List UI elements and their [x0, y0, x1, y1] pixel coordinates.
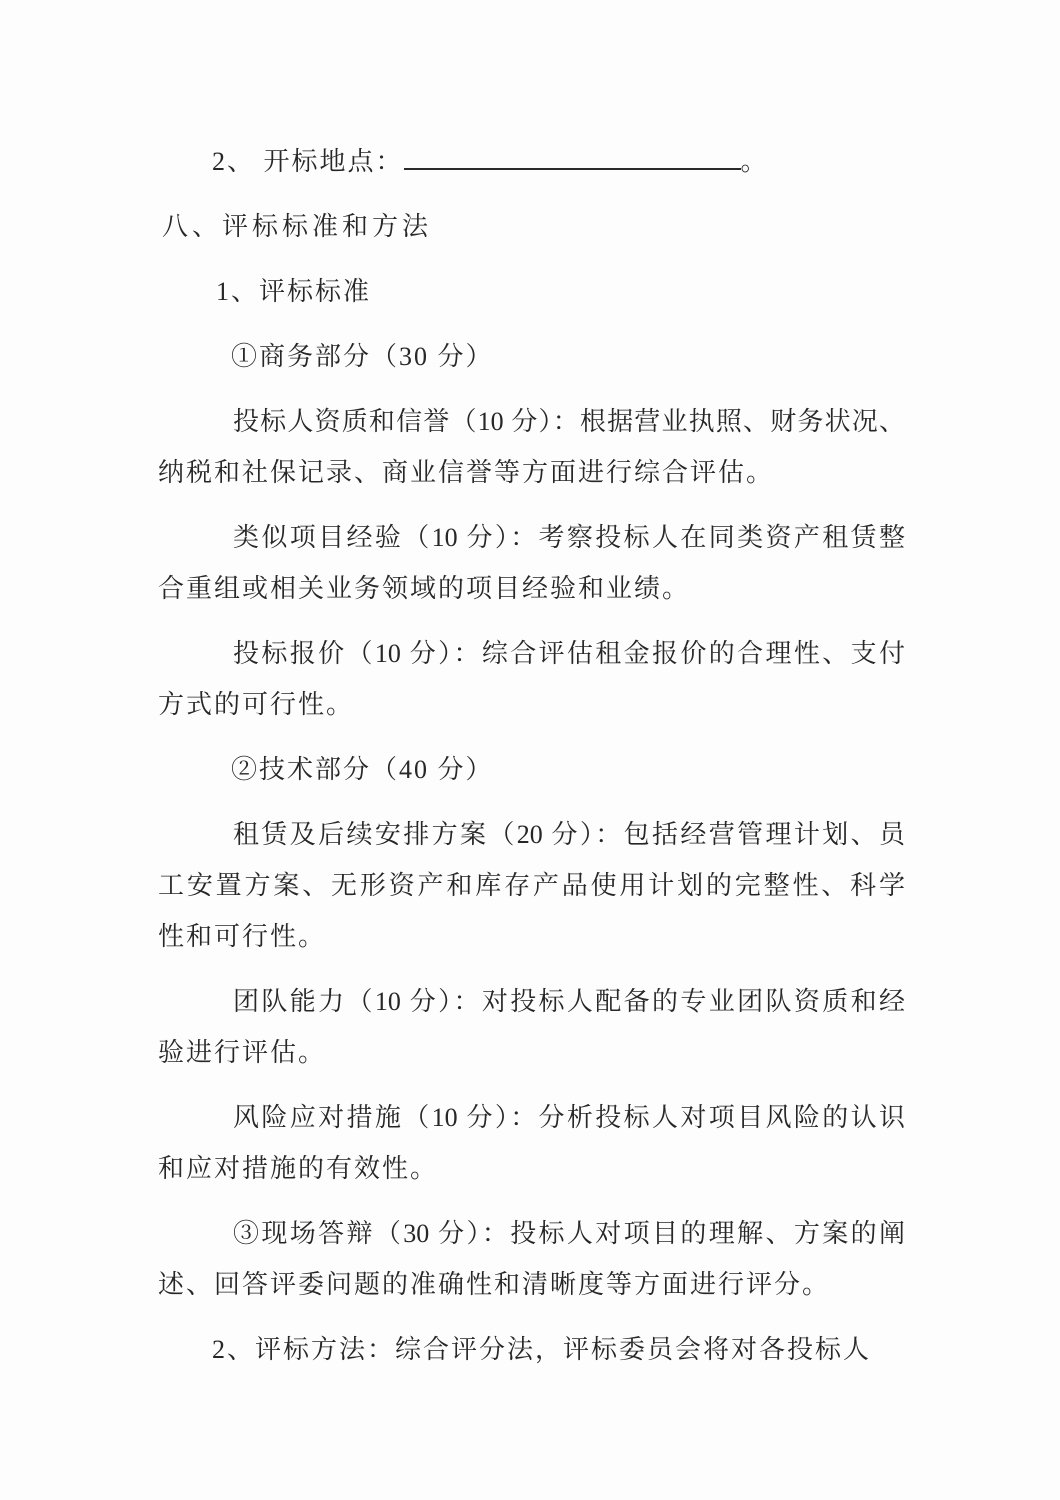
section-heading-evaluation-criteria-and-methods — [158, 201, 905, 252]
text-line — [158, 744, 905, 795]
text-segment: 和应对措施的有效性。 — [158, 1154, 439, 1183]
text-segment: 团队能力（10 分）：对投标人配备的专业团队资质和经 — [233, 987, 905, 1016]
text-line — [158, 331, 905, 382]
text-line — [158, 628, 905, 679]
part-3-onsite-defense — [158, 1208, 905, 1310]
text-line — [158, 1027, 905, 1078]
subheading-evaluation-criteria — [158, 266, 905, 317]
text-segment: 合重组或相关业务领域的项目经验和业绩。 — [158, 574, 691, 603]
item-bid-opening-location — [158, 136, 905, 187]
text-line — [158, 976, 905, 1027]
text-line — [158, 1208, 905, 1259]
text-segment: 类似项目经验（10 分）：考察投标人在同类资产租赁整 — [233, 523, 905, 552]
text-line — [158, 1259, 905, 1310]
document-body — [158, 136, 905, 1389]
text-line — [158, 809, 905, 860]
text-segment: 八、评标标准和方法 — [162, 212, 433, 241]
text-line — [158, 563, 905, 614]
fill-in-blank-underline — [404, 168, 741, 170]
text-line — [158, 1324, 905, 1375]
subheading-evaluation-method — [158, 1324, 905, 1375]
text-segment: 投标人资质和信誉（10 分）：根据营业执照、财务状况、 — [233, 407, 905, 436]
text-line — [158, 512, 905, 563]
text-segment: 风险应对措施（10 分）：分析投标人对项目风险的认识 — [233, 1103, 905, 1132]
text-line — [158, 447, 905, 498]
text-segment: 工安置方案、无形资产和库存产品使用计划的完整性、科学 — [158, 871, 905, 900]
criterion-bidder-qualification-and-reputation — [158, 396, 905, 498]
text-line — [158, 860, 905, 911]
criterion-leasing-and-follow-up-plan — [158, 809, 905, 962]
text-line — [158, 1143, 905, 1194]
text-line — [158, 911, 905, 962]
text-segment: 纳税和社保记录、商业信誉等方面进行综合评估。 — [158, 458, 775, 487]
text-line — [158, 266, 905, 317]
text-segment: ①商务部分（30 分） — [231, 342, 494, 371]
text-segment: 投标报价（10 分）：综合评估租金报价的合理性、支付 — [233, 639, 905, 668]
text-line — [158, 679, 905, 730]
text-segment: 方式的可行性。 — [158, 690, 355, 719]
criterion-similar-project-experience — [158, 512, 905, 614]
text-segment: 2、 开标地点： — [212, 147, 404, 176]
text-segment: 述、回答评委问题的准确性和清晰度等方面进行评分。 — [158, 1270, 831, 1299]
text-segment: ②技术部分（40 分） — [231, 755, 494, 784]
part-2-technical-section — [158, 744, 905, 795]
text-segment: 1、评标标准 — [216, 277, 372, 306]
text-line — [158, 201, 905, 252]
text-segment: 租赁及后续安排方案（20 分）：包括经营管理计划、员 — [233, 820, 905, 849]
text-line — [158, 1092, 905, 1143]
text-segment: 验进行评估。 — [158, 1038, 327, 1067]
text-segment: 性和可行性。 — [158, 922, 327, 951]
text-line — [158, 136, 905, 187]
part-1-business-section — [158, 331, 905, 382]
text-segment: 2、评标方法：综合评分法，评标委员会将对各投标人 — [212, 1335, 872, 1364]
text-segment: ③现场答辩（30 分）：投标人对项目的理解、方案的阐 — [233, 1219, 905, 1248]
text-segment: 。 — [740, 147, 769, 176]
text-line — [158, 396, 905, 447]
criterion-risk-response-measures — [158, 1092, 905, 1194]
criterion-team-capability — [158, 976, 905, 1078]
criterion-bid-price — [158, 628, 905, 730]
